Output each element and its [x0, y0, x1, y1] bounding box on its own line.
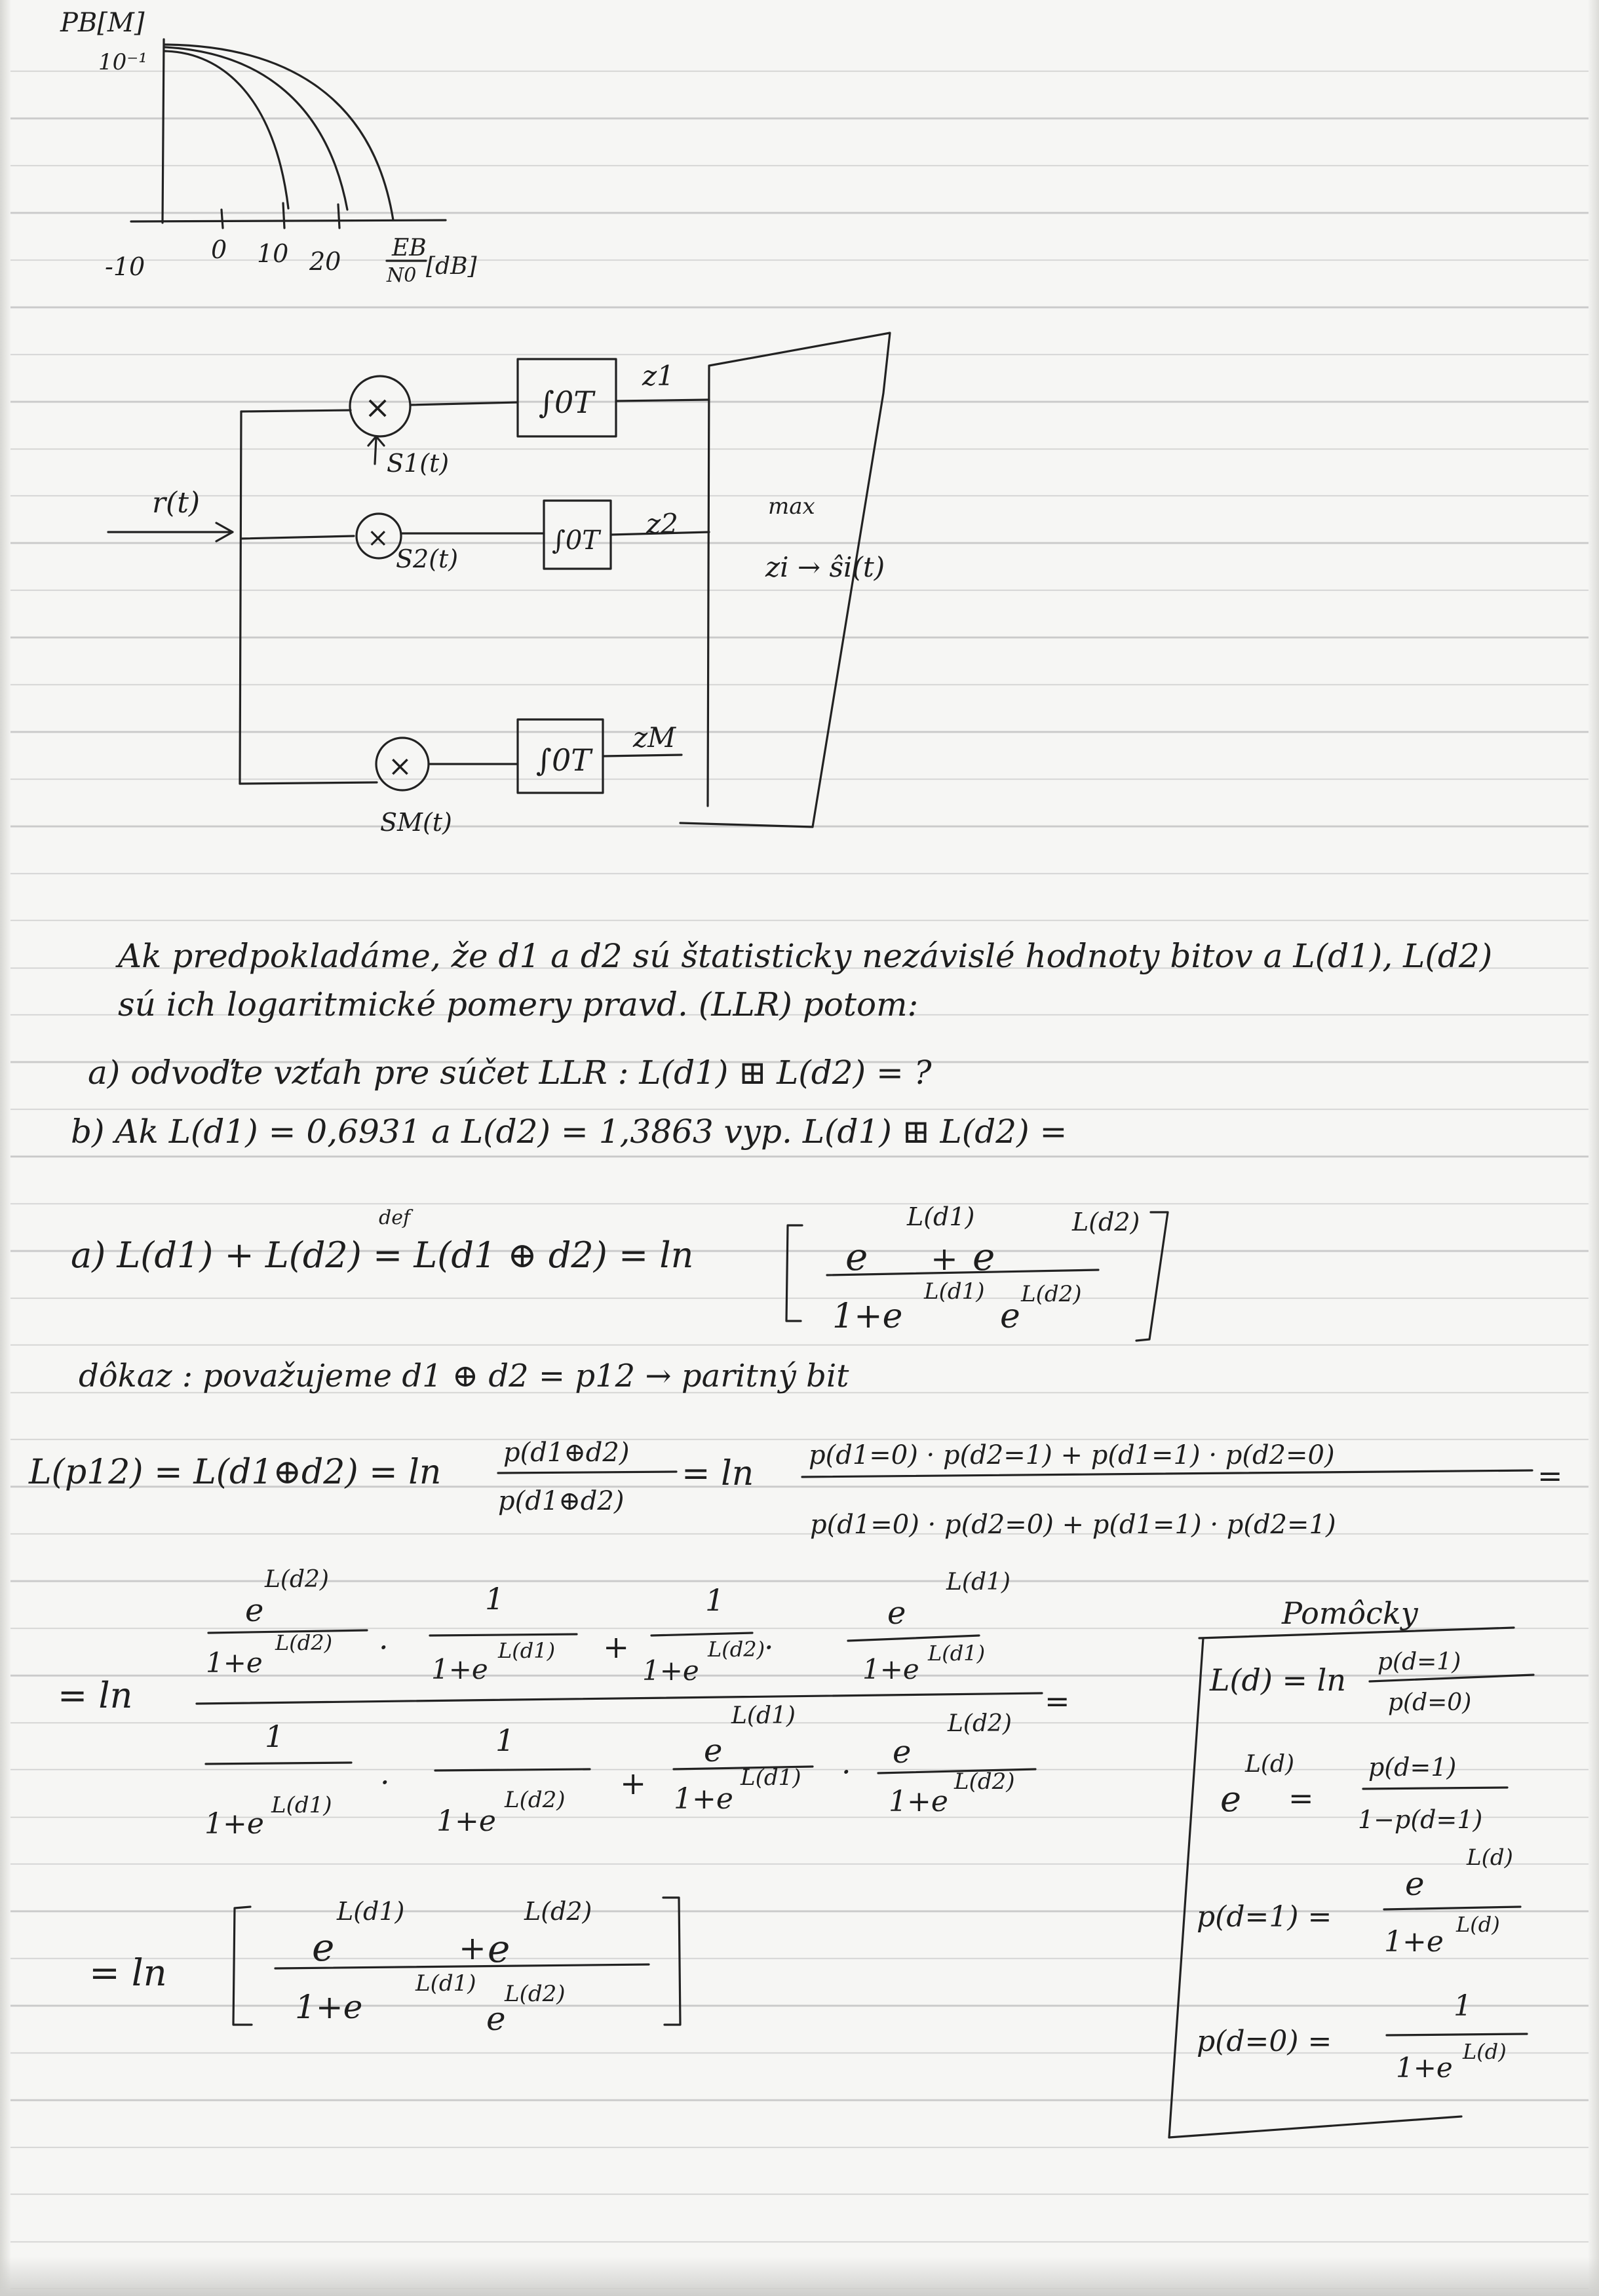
den-plus: +: [620, 1765, 647, 1802]
graph-x-label-n0: N0: [387, 264, 417, 287]
den-t3-den: 1+e: [674, 1782, 733, 1816]
final-den: 1+e: [295, 1988, 363, 2026]
branch-m-output-line: [603, 755, 682, 756]
num-t3-den-exp: L(d2): [708, 1637, 765, 1662]
splitter-vertical: [240, 411, 241, 784]
p12-frac-bar: [498, 1472, 676, 1473]
helper-l4-den: 1+e: [1396, 2052, 1453, 2084]
graph-y-tick: 10⁻¹: [98, 49, 147, 75]
graph-tick-20: [338, 204, 339, 228]
equation-a-lhs: a) L(d1) + L(d2) = L(d1 ⊕ d2) = ln: [71, 1234, 694, 1276]
equation-a-num-exp2: L(d2): [1072, 1208, 1140, 1236]
problem-statement: [71, 937, 1492, 1151]
p12-ln: = ln: [682, 1454, 754, 1493]
helper-l2-e: e: [1220, 1778, 1241, 1820]
graph-x-label-eb: EB: [392, 235, 427, 261]
equation-a-den-e2: e: [1000, 1297, 1020, 1336]
helper-l3-bar: [1384, 1907, 1520, 1909]
multiplier-1-symbol: ×: [364, 389, 391, 426]
num-t3-den: 1+e: [642, 1655, 699, 1687]
helper-l1-num: p(d=1): [1377, 1649, 1461, 1675]
branch-1-line: [241, 410, 351, 411]
graph-y-label: PB[M]: [60, 8, 145, 38]
num-t1-e-exp: L(d2): [265, 1566, 329, 1593]
big-fraction: [58, 1566, 1070, 1841]
num-dot-1: ·: [379, 1630, 389, 1665]
integrator-1-label: ∫0T: [539, 385, 594, 420]
p12-lhs: L(p12) = L(d1⊕d2) = ln: [29, 1453, 442, 1492]
branch-2-line: [241, 536, 354, 539]
p12-frac-den: p(d1⊕d2): [498, 1486, 625, 1516]
num-t1-den: 1+e: [206, 1647, 263, 1679]
helper-l1-lhs: L(d) = ln: [1210, 1662, 1347, 1698]
branch-1-signal-label: S1(t): [387, 449, 450, 478]
branch-1-to-integrator: [410, 402, 518, 405]
multiplier-m-symbol: ×: [388, 750, 412, 783]
input-signal-label: r(t): [152, 486, 201, 520]
equation-a-plus: +: [931, 1240, 958, 1278]
final-ln: = ln: [89, 1952, 167, 1995]
integrator-m-label: ∫0T: [536, 742, 591, 778]
branch-1-output-line: [616, 400, 709, 401]
graph-curve-1: [165, 51, 288, 208]
p12-trailing-equals: =: [1537, 1458, 1563, 1493]
num-t4-e-exp: L(d1): [946, 1569, 1011, 1596]
den-dot-1: ·: [380, 1765, 390, 1800]
equation-a-num-e1: e: [845, 1234, 868, 1279]
num-t1-e: e: [245, 1592, 264, 1629]
num-t4-bar: [848, 1636, 979, 1641]
final-bracket-left: [233, 1907, 252, 2025]
den-t3-den-exp: L(d1): [741, 1765, 801, 1791]
def-label: def: [379, 1206, 411, 1229]
helper-l3-den: 1+e: [1384, 1925, 1444, 1959]
helper-box: [1169, 1596, 1533, 2137]
p12-main-bar: [802, 1470, 1532, 1477]
den-t4-e-exp: L(d2): [948, 1710, 1012, 1737]
den-t2-bar: [435, 1769, 590, 1770]
num-t3-one: 1: [705, 1582, 725, 1618]
graph-x-unit: [dB]: [426, 253, 477, 280]
multiplier-2-symbol: ×: [367, 523, 389, 553]
output-2-label: z2: [646, 508, 678, 540]
helper-title: Pomôcky: [1282, 1596, 1418, 1631]
p12-numerator: p(d1=0) · p(d2=1) + p(d1=1) · p(d2=0): [809, 1440, 1335, 1470]
num-t1-den-exp: L(d2): [275, 1630, 333, 1655]
equation-a-bracket-right: [1136, 1212, 1168, 1341]
den-t2-one: 1: [495, 1723, 515, 1758]
den-t3-e: e: [704, 1732, 723, 1769]
den-t1-bar: [206, 1763, 351, 1764]
num-t2-one: 1: [485, 1581, 505, 1617]
den-t4-den: 1+e: [889, 1785, 948, 1818]
helper-l2-num: p(d=1): [1368, 1753, 1457, 1782]
decision-max-label: max: [768, 493, 815, 520]
num-t2-bar: [430, 1634, 577, 1636]
helper-l3-num-exp: L(d): [1467, 1845, 1513, 1871]
den-t4-e: e: [893, 1734, 912, 1770]
helper-l4-den-exp: L(d): [1463, 2039, 1507, 2064]
helper-l4-num: 1: [1454, 1989, 1472, 2023]
graph-tick-0: [222, 210, 223, 228]
p12-derivation: [28, 1438, 1563, 1540]
helper-l2-exp: L(d): [1245, 1751, 1295, 1778]
graph-curve-2: [165, 47, 347, 210]
final-den-exp1: L(d1): [415, 1970, 476, 1997]
branch-m-signal-label: SM(t): [380, 808, 452, 837]
input-arrow: [108, 523, 233, 541]
den-t4-den-exp: L(d2): [954, 1769, 1015, 1795]
final-den-e2: e: [486, 2000, 506, 2038]
graph-x-axis: [131, 220, 446, 221]
den-t1-den: 1+e: [204, 1807, 264, 1841]
num-t2-den: 1+e: [431, 1653, 488, 1685]
equation-a-den-exp1: L(d1): [924, 1278, 985, 1305]
helper-l4-lhs: p(d=0) =: [1197, 2025, 1332, 2058]
final-den-exp2: L(d2): [505, 1981, 566, 2007]
final-num-exp2: L(d2): [524, 1897, 592, 1926]
proof-line: dôkaz : považujeme d1 ⊕ d2 = p12 → paritný bit: [79, 1358, 849, 1394]
big-trailing-equals: =: [1045, 1683, 1070, 1719]
num-dot-2: ·: [764, 1630, 774, 1665]
helper-l3-lhs: p(d=1) =: [1197, 1900, 1332, 1934]
num-t4-e: e: [887, 1595, 906, 1632]
branch-1-signal-arrow: [368, 436, 384, 464]
decision-rule-label: zi → ŝi(t): [765, 551, 885, 583]
big-ln: = ln: [58, 1675, 133, 1716]
ber-graph: [60, 8, 478, 287]
p12-frac-num: p(d1⊕d2): [503, 1438, 630, 1468]
den-dot-2: ·: [841, 1754, 851, 1789]
final-num-exp1: L(d1): [337, 1897, 405, 1926]
den-t2-den: 1+e: [436, 1805, 496, 1838]
final-num-e1: e: [312, 1925, 335, 1970]
task-b: b) Ak L(d1) = 0,6931 a L(d2) = 1,3863 vyp. L(d1) ⊞ L(d2) =: [71, 1113, 1068, 1151]
helper-l1-den: p(d=0): [1388, 1689, 1472, 1716]
den-t2-den-exp: L(d2): [505, 1787, 566, 1813]
num-t4-den: 1+e: [862, 1653, 919, 1685]
final-bracket-right: [663, 1898, 680, 2025]
num-plus: +: [603, 1629, 630, 1666]
num-t3-bar: [651, 1633, 752, 1636]
task-a: a) odvoďte vzťah pre súčet LLR : L(d1) ⊞ L(d2) = ?: [88, 1054, 932, 1092]
big-main-bar: [197, 1693, 1042, 1704]
correlator-diagram: [108, 333, 890, 837]
final-num-plus: +: [459, 1929, 486, 1967]
equation-a-bracket-left: [786, 1225, 802, 1321]
output-1-label: z1: [642, 360, 674, 392]
graph-tick-10: [283, 203, 284, 228]
p12-denominator: p(d1=0) · p(d2=0) + p(d1=1) · p(d2=1): [810, 1510, 1336, 1540]
equation-a: [71, 1202, 1168, 1341]
helper-box-bottom-edge: [1169, 2116, 1461, 2137]
graph-curve-3: [165, 45, 393, 220]
helper-box-left-edge: [1169, 1638, 1203, 2137]
helper-l2-bar: [1363, 1788, 1507, 1789]
equation-a-den: 1+e: [832, 1297, 903, 1336]
helper-l4-bar: [1387, 2034, 1527, 2035]
den-t1-den-exp: L(d1): [271, 1792, 332, 1818]
helper-l3-den-exp: L(d): [1456, 1912, 1500, 1937]
num-t2-den-exp: L(d1): [498, 1638, 556, 1663]
graph-x-tick-20: 20: [309, 247, 341, 276]
branch-2-signal-label: S2(t): [396, 545, 459, 573]
graph-x-tick-0: 0: [211, 235, 227, 264]
den-t1-one: 1: [265, 1719, 284, 1754]
intro-line-1: Ak predpokladáme, že d1 a d2 sú štatisticky nezávislé hodnoty bitov a L(d1), L(d2): [118, 937, 1493, 975]
graph-x-tick-minus10: -10: [105, 252, 145, 281]
helper-l2-equals: =: [1288, 1780, 1314, 1816]
integrator-2-label: ∫0T: [552, 526, 600, 556]
num-t4-den-exp: L(d1): [928, 1641, 986, 1666]
helper-l1-bar: [1370, 1675, 1533, 1681]
final-num-e2: e: [488, 1926, 511, 1971]
graph-x-tick-10: 10: [257, 239, 289, 268]
output-m-label: zM: [633, 721, 676, 754]
den-t3-e-exp: L(d1): [731, 1702, 796, 1729]
helper-l3-num-e: e: [1405, 1865, 1425, 1903]
final-result: [89, 1897, 680, 2038]
intro-line-2: sú ich logaritmické pomery pravd. (LLR) potom:: [118, 985, 919, 1024]
branch-m-line: [240, 782, 377, 784]
equation-a-den-exp2: L(d2): [1021, 1281, 1082, 1307]
equation-a-num-exp1: L(d1): [907, 1202, 975, 1231]
equation-a-num-e2: e: [973, 1234, 995, 1279]
helper-l2-den: 1−p(d=1): [1358, 1805, 1483, 1834]
graph-y-axis: [163, 39, 164, 223]
